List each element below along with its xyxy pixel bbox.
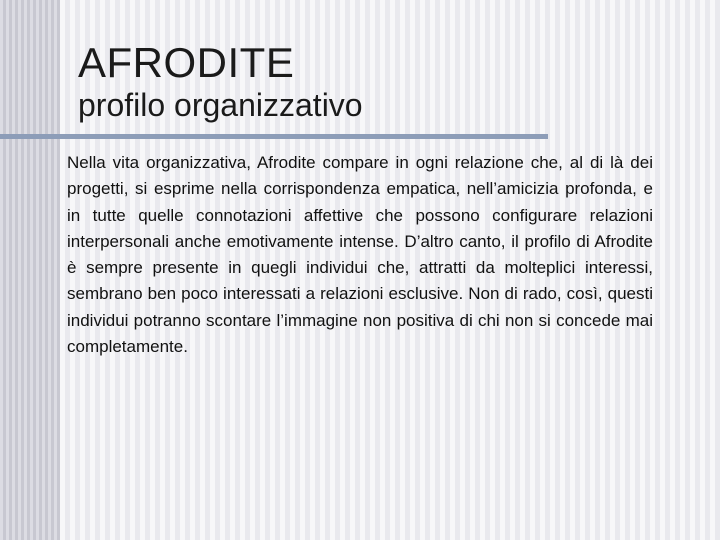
slide-title: AFRODITE [78, 39, 295, 86]
slide-subtitle: profilo organizzativo [78, 87, 363, 123]
slide-body-text: Nella vita organizzativa, Afrodite compare in ogni relazione che, al di là dei progetti, si esprime nella corrispondenza empatica, nell’amicizia profonda, e in tutte quelle connotazioni affettive che possono configurare relazioni interpersonali anche emotivamente intense. D’altro canto, il profilo di Afrodite è sempre presente in quegli individui che, attratti da molteplici interessi, sembrano ben poco interessati a relazioni esclusive. Non di rado, così, questi individui potranno scontare l’immagine non positiva di chi non si concede mai completamente. [67, 153, 653, 357]
title-underline-divider [0, 134, 548, 139]
decorative-side-bar [0, 0, 60, 540]
title-block [78, 38, 678, 122]
